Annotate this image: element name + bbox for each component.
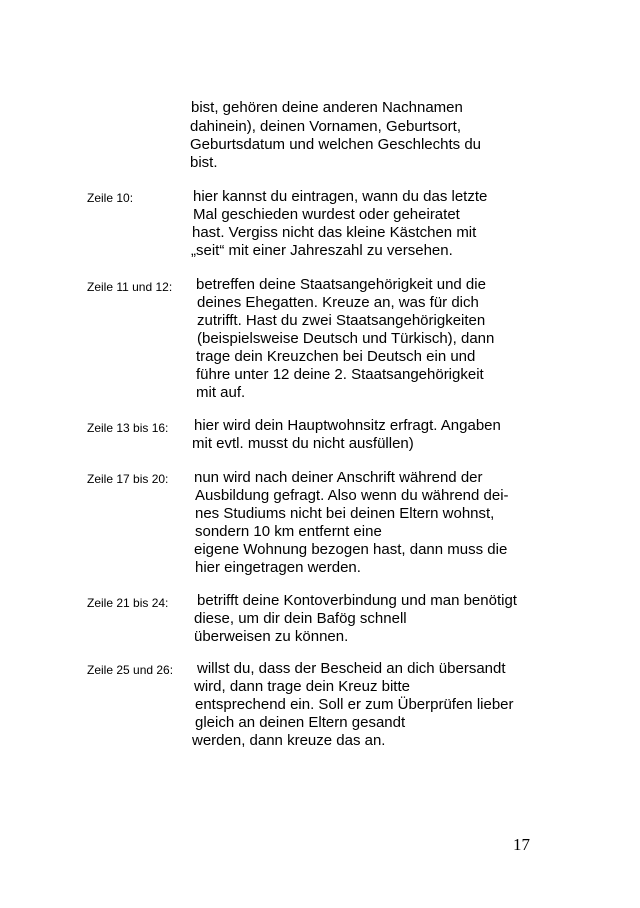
- text-line: hier kannst du eintragen, wann du das letzte: [193, 188, 488, 205]
- text-line: betreffen deine Staatsangehörigkeit und die: [196, 276, 486, 293]
- entry-label: Zeile 25 und 26:: [87, 663, 174, 677]
- text-line: entsprechend ein. Soll er zum Überprüfen lieber: [195, 696, 514, 713]
- entry-label: Zeile 11 und 12:: [87, 280, 173, 294]
- text-line: „seit“ mit einer Jahreszahl zu versehen.: [191, 242, 453, 259]
- text-line: überweisen zu können.: [194, 628, 349, 645]
- text-line: nun wird nach deiner Anschrift während der: [194, 469, 483, 486]
- text-line: führe unter 12 deine 2. Staatsangehörigkeit: [196, 366, 484, 383]
- text-line: deines Ehegatten. Kreuze an, was für dich: [197, 294, 479, 311]
- text-line: mit auf.: [196, 384, 246, 401]
- text-line: dahinein), deinen Vornamen, Geburtsort,: [190, 118, 462, 135]
- text-line: eigene Wohnung bezogen hast, dann muss die: [194, 541, 508, 558]
- entry-label: Zeile 10:: [87, 191, 134, 205]
- text-line: wird, dann trage dein Kreuz bitte: [194, 678, 410, 695]
- text-line: Ausbildung gefragt. Also wenn du während dei-: [195, 487, 509, 504]
- text-line: zutrifft. Hast du zwei Staatsangehörigkeiten: [197, 312, 486, 329]
- text-line: hier wird dein Hauptwohnsitz erfragt. Angaben: [194, 417, 501, 434]
- entry-label: Zeile 13 bis 16:: [87, 421, 169, 435]
- text-line: bist.: [190, 154, 218, 171]
- page-number: 17: [513, 835, 530, 854]
- text-line: Geburtsdatum und welchen Geschlechts du: [190, 136, 481, 153]
- text-line: hast. Vergiss nicht das kleine Kästchen mit: [192, 224, 477, 241]
- text-line: werden, dann kreuze das an.: [192, 732, 386, 749]
- entry-label: Zeile 21 bis 24:: [87, 596, 169, 610]
- text-line: mit evtl. musst du nicht ausfüllen): [192, 435, 414, 452]
- text-line: trage dein Kreuzchen bei Deutsch ein und: [196, 348, 476, 365]
- text-line: (beispielsweise Deutsch und Türkisch), dann: [197, 330, 495, 347]
- text-line: bist, gehören deine anderen Nachnamen: [191, 99, 463, 116]
- entry-label: Zeile 17 bis 20:: [87, 472, 169, 486]
- text-line: Mal geschieden wurdest oder geheiratet: [193, 206, 460, 223]
- text-line: nes Studiums nicht bei deinen Eltern wohnst,: [195, 505, 495, 522]
- text-line: betrifft deine Kontoverbindung und man benötigt: [197, 592, 517, 609]
- text-line: willst du, dass der Bescheid an dich übersandt: [197, 660, 506, 677]
- text-line: hier eingetragen werden.: [195, 559, 361, 576]
- text-line: diese, um dir dein Bafög schnell: [194, 610, 407, 627]
- text-line: sondern 10 km entfernt eine: [195, 523, 382, 540]
- text-line: gleich an deinen Eltern gesandt: [195, 714, 406, 731]
